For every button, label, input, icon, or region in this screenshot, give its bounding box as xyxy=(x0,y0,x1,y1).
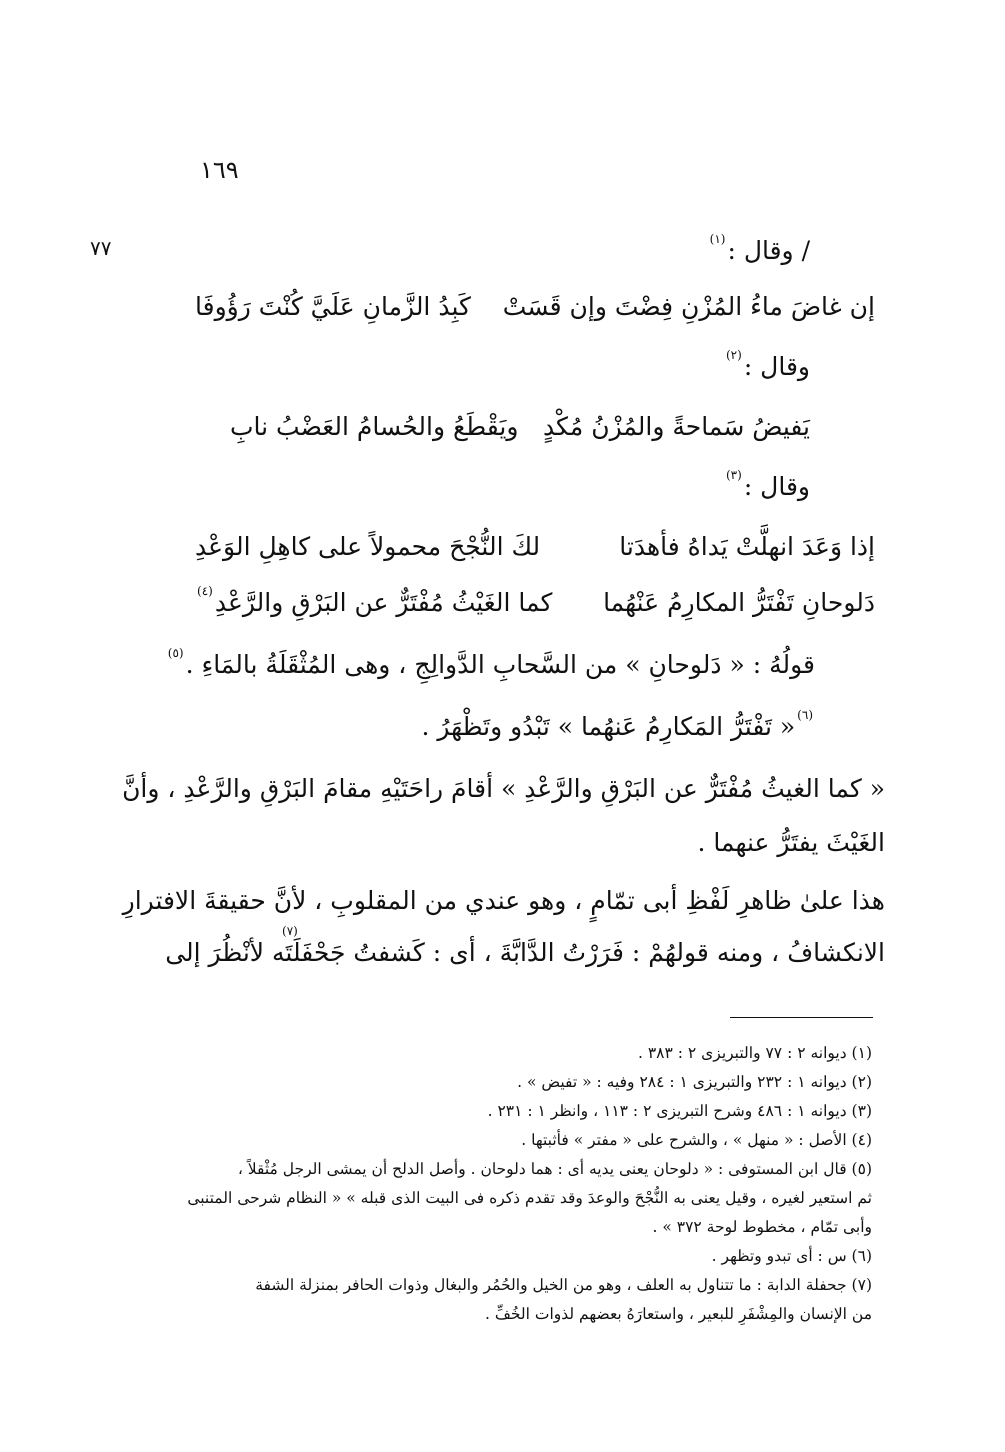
footnote-divider xyxy=(730,1017,873,1018)
verse-1 xyxy=(195,292,875,321)
commentary-line-5: هذا علىٰ ظاهرِ لَفْظِ أبى تمّامٍ ، وهو عندي من المقلوبِ ، لأنَّ حقيقةَ الافترارِ xyxy=(122,886,885,915)
verse-first-hemistich: إن غاضَ ماءُ المُزْنِ فِضْتَ وإن قَسَتْ xyxy=(502,292,875,321)
speaker-label: وقال : xyxy=(743,472,810,501)
commentary-line-3: « كما الغيثُ مُفْتَرٌّ عن البَرْقِ والرَّعْدِ » أقامَ راحَتَيْهِ مقامَ البَرْقِ والرَّعْدِ ، وأنَّ xyxy=(122,774,885,803)
commentary-line-6 xyxy=(115,938,885,967)
verse-3 xyxy=(195,532,875,561)
footnote-5: (٥) قال ابن المستوفى : « دلوحان يعنى يديه أى : هما دلوحان . وأصل الدلح أن يمشى الرجل مُثْقلاً ، xyxy=(237,1160,872,1178)
footnote-2: (٢) ديوانه ١ : ٢٣٢ والتبريزى ١ : ٢٨٤ وفيه : « تفيض » . xyxy=(517,1073,872,1091)
footnote-ref: (٥) xyxy=(167,646,184,660)
footnote-1: (١) ديوانه ٢ : ٧٧ والتبريزى ٢ : ٣٨٣ . xyxy=(637,1044,872,1062)
verse-first-hemistich: دَلوحانِ تَفْتَرُّ المكارِمُ عَنْهُما xyxy=(603,588,875,617)
verse-4 xyxy=(195,584,875,617)
verse-second-hemistich: كَبِدُ الزَّمانِ عَلَيَّ كُنْتَ رَؤُوفَا xyxy=(195,292,471,321)
speaker-label: وقال : xyxy=(743,352,810,381)
page-number: ١٦٩ xyxy=(200,156,239,184)
footnote-ref: (٧) xyxy=(282,924,298,938)
speaker-label: / وقال : xyxy=(727,236,810,265)
verse-first-hemistich: يَفيضُ سَماحةً والمُزْنُ مُكْدٍ xyxy=(542,412,810,441)
footnote-4: (٤) الأصل : « منهل » ، والشرح على « مفتر » فأثبتها . xyxy=(521,1131,872,1149)
footnote-5-continued: ثم استعير لغيره ، وقيل يعنى به النُّجْحَ والوعدَ وقد تقدم ذكره فى البيت الذى قبله » « النظام شرحى المتنبى xyxy=(187,1189,872,1207)
verse-text: كما الغَيْثُ مُفْتَرٌّ عن البَرْقِ والرَّعْدِ xyxy=(214,588,553,617)
footnote-ref: (٤) xyxy=(197,584,213,598)
verse-first-hemistich: إذا وَعَدَ انهلَّتْ يَداهُ فأهدَتا xyxy=(619,532,875,561)
commentary-text: « تَفْتَرُّ المَكارِمُ عَنهُما » تَبْدُو وتَظْهَرُ . xyxy=(421,712,796,741)
speaker-heading-2 xyxy=(724,348,810,381)
speaker-heading-1 xyxy=(708,232,810,265)
footnote-7-continued: من الإنسان والمِشْفَرِ للبعير ، واستعارَهُ بعضهم لذوات الخُفِّ . xyxy=(485,1305,872,1323)
footnote-ref: (١) xyxy=(709,232,726,246)
footnote-ref: (٣) xyxy=(725,468,742,482)
footnote-6: (٦) س : أى تبدو وتظهر . xyxy=(711,1247,872,1265)
footnote-5-continued: وأبى تمّام ، مخطوط لوحة ٣٧٢ » . xyxy=(652,1218,872,1236)
commentary-line-4: الغَيْثَ يفتَرُّ عنهما . xyxy=(697,828,885,857)
footnote-7: (٧) جحفلة الدابة : ما تتناول به العلف ، وهو من الخيل والحُمُر والبغال وذوات الحافر بمنزلة الشفة xyxy=(255,1276,872,1294)
speaker-heading-3 xyxy=(724,468,810,501)
commentary-text: قولُهُ : « دَلوحانِ » من السَّحابِ الدَّوالِجِ ، وهى المُثْقَلَةُ بالمَاءِ . xyxy=(185,650,815,679)
footnote-ref: (٢) xyxy=(725,348,742,362)
verse-second-hemistich: ويَقْطَعُ والحُسامُ العَضْبُ نابِ xyxy=(230,412,519,441)
verse-second-hemistich: لكَ النُّجْحَ محمولاً على كاهِلِ الوَعْدِ xyxy=(195,532,541,561)
verse-second-hemistich xyxy=(195,584,553,617)
footnote-ref: (٦) xyxy=(797,708,813,722)
commentary-text: الانكشافُ ، ومنه قولهُمْ : فَرَرْتُ الدَّابَّةَ ، أى : كَشفتُ جَحْفَلَتَه لأنْظُرَ إلى xyxy=(165,938,885,967)
commentary-line-2 xyxy=(115,708,815,741)
footnote-3: (٣) ديوانه ١ : ٤٨٦ وشرح التبريزى ٢ : ١١٣ ، وانظر ١ : ٢٣١ . xyxy=(487,1102,872,1120)
margin-number: ٧٧ xyxy=(90,236,112,260)
verse-2 xyxy=(230,412,810,441)
commentary-line-1 xyxy=(115,646,815,679)
